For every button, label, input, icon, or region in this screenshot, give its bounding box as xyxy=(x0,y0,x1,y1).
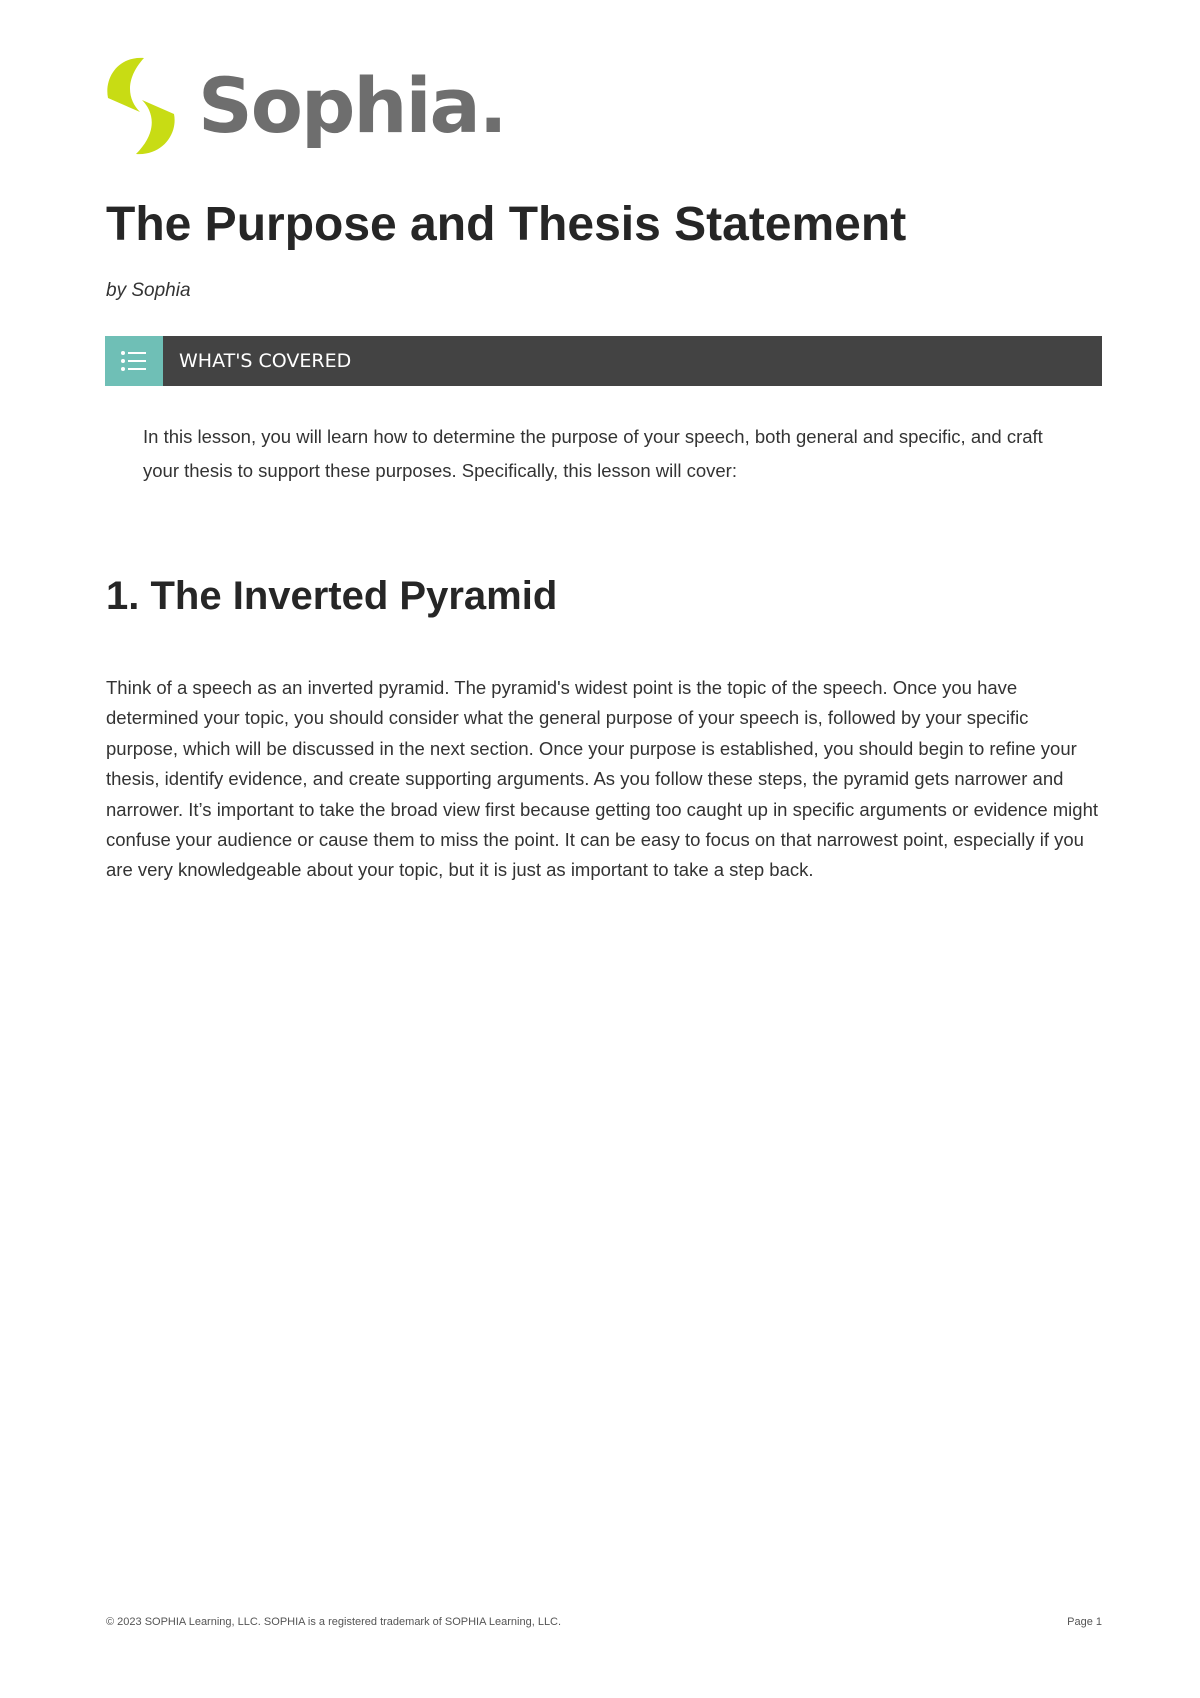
sophia-logo xyxy=(104,56,506,156)
whats-covered-icon-box xyxy=(105,336,163,386)
logo-wordmark: Sophia. xyxy=(198,61,506,150)
whats-covered-text: In this lesson, you will learn how to determine the purpose of your speech, both general and specific, and craft your thesis to support these purposes. Specifically, this lesson will cover: xyxy=(143,426,1043,481)
sophia-logo-mark-icon xyxy=(104,56,178,156)
list-icon xyxy=(120,349,148,373)
footer-copyright: © 2023 SOPHIA Learning, LLC. SOPHIA is a registered trademark of SOPHIA Learning, LLC. xyxy=(106,1616,562,1628)
footer-page-number: Page 1 xyxy=(1067,1616,1102,1628)
section-body: Think of a speech as an inverted pyramid. The pyramid's widest point is the topic of the speech. Once you have determined your topic, you should consider what the general purpose of your speech is, followed by your specific purpose, which will be discussed in the next section. Once your purpose is established, you should begin to refine your thesis, identify evidence, and create supporting arguments. As you follow these steps, the pyramid gets narrower and narrower. It’s important to take the broad view first because getting too caught up in specific arguments or evidence might confuse your audience or cause them to miss the point. It can be easy to focus on that narrowest point, especially if you are very knowledgeable about your topic, but it is just as important to take a step back. xyxy=(106,677,1098,881)
whats-covered-bar xyxy=(105,336,1102,386)
section-heading: 1. The Inverted Pyramid xyxy=(106,574,558,618)
byline: by Sophia xyxy=(106,280,191,301)
whats-covered-label: WHAT'S COVERED xyxy=(179,350,352,372)
page-footer xyxy=(106,1616,1102,1628)
page-title: The Purpose and Thesis Statement xyxy=(106,198,907,251)
